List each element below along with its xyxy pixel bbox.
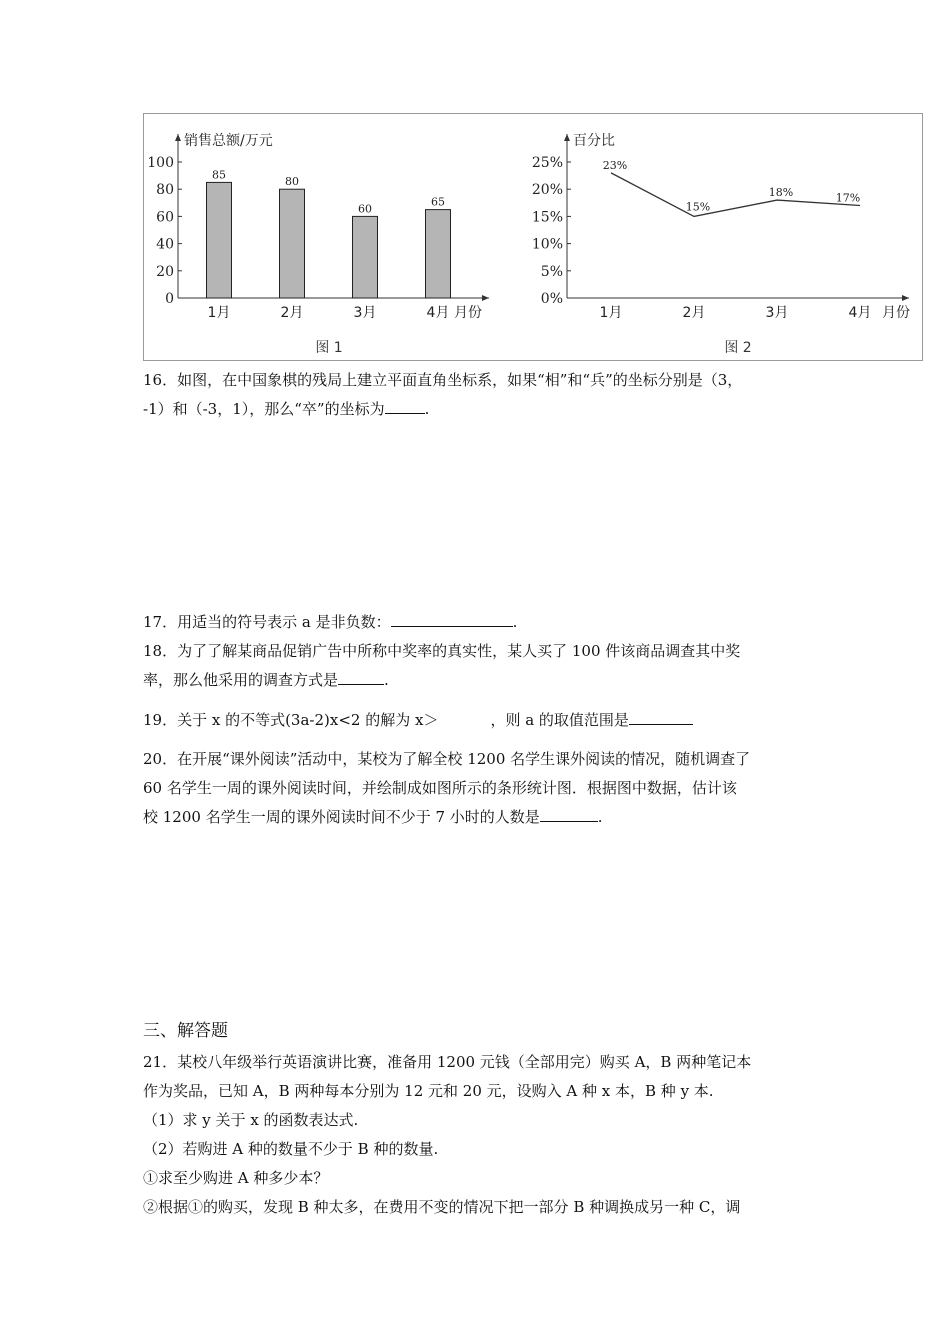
chart2-data-label: 15% bbox=[685, 200, 711, 214]
chart2-x-tick-label: 1月 bbox=[599, 305, 623, 321]
chart2-x-axis-label: 月份 bbox=[882, 305, 910, 321]
chart1-data-label: 60 bbox=[358, 202, 372, 216]
q18-answer-blank[interactable] bbox=[338, 669, 384, 685]
chart1-y-tick-label: 20 bbox=[156, 263, 174, 280]
chart2-x-tick-label: 2月 bbox=[682, 305, 706, 321]
q21-sub2: ②根据①的购买，发现 B 种太多，在费用不变的情况下把一部分 B 种调换成另一种 C，调 bbox=[143, 1198, 741, 1216]
chart2-y-tick-label: 5% bbox=[540, 263, 563, 280]
q16-answer-blank[interactable] bbox=[385, 398, 425, 414]
chart1-y-axis-arrow bbox=[175, 134, 181, 141]
question-19 bbox=[143, 706, 813, 735]
chart2-x-tick-label: 4月 bbox=[848, 305, 872, 321]
q18-line1: 18．为了了解某商品促销广告中所称中奖率的真实性，某人买了 100 件该商品调查其中奖 bbox=[143, 642, 741, 660]
charts-figure bbox=[143, 113, 923, 361]
chart1-y-axis-label: 销售总额/万元 bbox=[184, 133, 273, 149]
q19-text2: ，则 a 的取值范围是 bbox=[490, 711, 629, 729]
q17-text: 17．用适当的符号表示 a 是非负数： bbox=[143, 613, 391, 631]
q18-line2: 率，那么他采用的调查方式是 bbox=[143, 671, 339, 689]
chart2-data-label: 23% bbox=[602, 158, 628, 172]
q18-end: . bbox=[384, 671, 389, 689]
q21-line1: 21．某校八年级举行英语演讲比赛，准备用 1200 元钱（全部用完）购买 A，B 两种笔记本 bbox=[143, 1053, 752, 1071]
chart2-y-tick-label: 20% bbox=[531, 182, 563, 199]
q20-answer-blank[interactable] bbox=[540, 806, 598, 822]
chart1-x-tick-label: 1月 bbox=[207, 305, 231, 321]
chart2-y-tick-label: 15% bbox=[531, 209, 563, 226]
chart2-y-tick-label: 10% bbox=[531, 236, 563, 253]
q16-line2: -1）和（-3，1），那么“卒”的坐标为 bbox=[143, 400, 385, 418]
chart1-bar bbox=[207, 182, 232, 298]
chart2-x-axis-arrow bbox=[902, 295, 909, 301]
q20-line3: 校 1200 名学生一周的课外阅读时间不少于 7 小时的人数是 bbox=[143, 808, 540, 826]
chart1-x-tick-label: 3月 bbox=[353, 305, 377, 321]
chart2-data-label: 17% bbox=[835, 191, 861, 205]
q19-answer-blank[interactable] bbox=[629, 709, 693, 725]
chart1-y-tick-label: 80 bbox=[156, 182, 174, 199]
chart1-bar bbox=[280, 189, 305, 298]
chart1-y-tick-label: 40 bbox=[156, 236, 174, 253]
chart1-data-label: 80 bbox=[285, 175, 299, 189]
q20-line2: 60 名学生一周的课外阅读时间，并绘制成如图所示的条形统计图．根据图中数据，估计该 bbox=[143, 779, 737, 797]
q21-part2: （2）若购进 A 种的数量不少于 B 种的数量. bbox=[143, 1140, 439, 1158]
chart2-y-axis-label: 百分比 bbox=[573, 133, 615, 149]
q21-line2: 作为奖品，已知 A，B 两种每本分别为 12 元和 20 元，设购入 A 种 x 本，B 种 y 本. bbox=[143, 1082, 714, 1100]
question-20 bbox=[143, 745, 813, 832]
chart1-x-axis-arrow bbox=[482, 295, 489, 301]
question-18 bbox=[143, 637, 813, 695]
section-title: 三、解答题 bbox=[143, 1021, 228, 1041]
q20-end: . bbox=[597, 808, 603, 826]
chart2-series-line bbox=[611, 173, 860, 217]
chart1-x-tick-label: 4月 bbox=[426, 305, 450, 321]
chart1-x-axis-label: 月份 bbox=[454, 305, 482, 321]
q17-answer-blank[interactable] bbox=[391, 611, 513, 627]
chart2-y-axis-arrow bbox=[564, 134, 570, 141]
chart1-bar bbox=[426, 210, 451, 298]
chart1-y-tick-label: 0 bbox=[165, 291, 174, 307]
chart1-bar bbox=[353, 216, 378, 298]
q19-text: 19．关于 x 的不等式(3a-2)x<2 的解为 x＞ bbox=[143, 711, 439, 729]
chart2-y-tick-label: 0% bbox=[540, 291, 563, 307]
chart2-x-tick-label: 3月 bbox=[765, 305, 789, 321]
chart2-caption: 图 2 bbox=[724, 340, 752, 356]
chart1-caption: 图 1 bbox=[315, 340, 343, 356]
question-21 bbox=[143, 1048, 813, 1222]
chart1-data-label: 65 bbox=[431, 195, 445, 209]
q16-end: . bbox=[424, 400, 430, 418]
q20-line1: 20．在开展“课外阅读”活动中，某校为了解全校 1200 名学生课外阅读的情况，随机调查了 bbox=[143, 750, 751, 768]
q17-end: . bbox=[512, 613, 518, 631]
question-16 bbox=[143, 366, 813, 424]
chart1-y-tick-label: 100 bbox=[147, 155, 174, 171]
question-17 bbox=[143, 608, 813, 637]
q21-part1: （1）求 y 关于 x 的函数表达式. bbox=[143, 1111, 359, 1129]
chart1-x-tick-label: 2月 bbox=[280, 305, 304, 321]
q21-sub1: ①求至少购进 A 种多少本？ bbox=[143, 1169, 329, 1187]
chart2-y-tick-label: 25% bbox=[531, 155, 563, 171]
chart1-data-label: 85 bbox=[212, 168, 226, 182]
chart1-y-tick-label: 60 bbox=[156, 209, 174, 226]
charts-svg bbox=[144, 114, 924, 362]
chart2-data-label: 18% bbox=[768, 186, 794, 200]
q16-line1: 16．如图，在中国象棋的残局上建立平面直角坐标系，如果“相”和“兵”的坐标分别是（3， bbox=[143, 371, 743, 389]
